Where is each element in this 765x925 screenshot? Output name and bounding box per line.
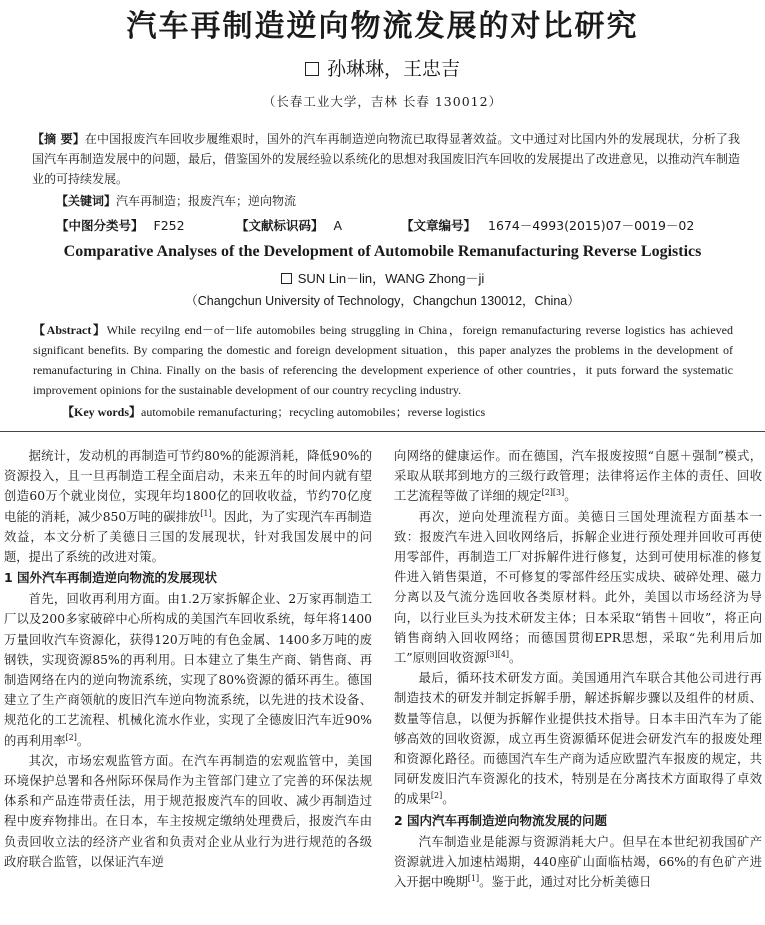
paper-title-en: Comparative Analyses of the Development of Automobile Remanufacturing Reverse Logistics bbox=[63, 243, 702, 260]
abstract-en-text: While recyilng end－of－life automobiles being struggling in China，foreign remanufacturing reverse logistics has achieved significant benefits. By comparing the domestic and foreign development situation，this paper analyzes the problems in the development of remanufacturing in China. Finally on the basis of referencing the development experience of other countries，it puts forward the systematic improvement opinions for the sustainable development of our country recycling industry. bbox=[33, 323, 733, 397]
keywords-cn-label: 【关键词】 bbox=[56, 194, 117, 208]
body-text: 汽车制造业是能源与资源消耗大户。但早在本世纪初我国矿产资源就进入加速枯竭期，440座矿山面临枯竭，66%的有色矿产进入开据中晚期 bbox=[394, 834, 762, 890]
keywords-en bbox=[62, 403, 485, 420]
body-paragraph bbox=[4, 446, 372, 567]
body-text: 最后，循环技术研发方面。美国通用汽车联合其他公司进行再制造技术的研发并制定拆解手册，解述拆解步骤以及组件的材质、数量等信息，以便为拆解作业提供技术指导。日本丰田汽车为了能够高效的回收资源，成立再生资源循环促进会研发汽车的报废处理和资源化路径。而德国汽车生产商为适应欧盟汽车报废的规定，共同研发废旧汽车资源化的技术，特别是在分离技术方面取得了卓效的成果 bbox=[394, 671, 762, 807]
body-paragraph bbox=[394, 446, 762, 507]
authors-cn-text: 孙琳琳，王忠吉 bbox=[326, 58, 460, 80]
article-number bbox=[401, 216, 694, 234]
citation: [3][4] bbox=[486, 649, 510, 659]
citation: [2] bbox=[430, 791, 443, 801]
body-text: 。 bbox=[564, 489, 577, 504]
citation: [1] bbox=[467, 873, 480, 883]
body-paragraph bbox=[394, 668, 762, 809]
body-text: 。因此，为了实现汽车再制造效益，本文分析了美德日三国的发展现状，针对我国发展中的问题，提出了系统的改进对策。 bbox=[4, 509, 372, 565]
author-mark-icon bbox=[281, 273, 292, 284]
body-paragraph bbox=[394, 832, 762, 893]
body-column-left bbox=[4, 446, 372, 921]
paper-title-cn: 汽车再制造逆向物流发展的对比研究 bbox=[126, 9, 639, 44]
doc-label: 【文献标识码】 bbox=[236, 218, 324, 233]
body-text: 。 bbox=[509, 651, 522, 666]
citation: [2][3] bbox=[541, 488, 565, 498]
abstract-cn bbox=[32, 129, 740, 189]
citation: [2] bbox=[65, 732, 77, 742]
body-paragraph bbox=[394, 507, 762, 669]
body-text: 。 bbox=[76, 733, 90, 748]
doc-code bbox=[236, 216, 342, 234]
body-paragraph: 其次，市场宏观监管方面。在汽车再制造的宏观监管中，美国环境保护总署和各州际环保局作为主管部门建立了完善的环保法规体系和产品连带责任法，用于规范报废汽车的回收、减少再制造过程中废弃物排出。在日本，车主按规定缴纳处理费后，报废汽车由负责回收立法的经济产业省和负责对企业从业行为进行规范的各级政府联合监管，以保证汽车逆 bbox=[4, 753, 372, 869]
section-divider bbox=[0, 431, 765, 432]
body-text: 向网络的健康运作。而在德国，汽车报废按照“自愿＋强制”模式，采取从联邦到地方的三级行政管理；法律将运作主体的责任、回收工艺流程等做了详细的规定 bbox=[394, 449, 762, 504]
keywords-en-text: automobile remanufacturing；recycling automobiles；reverse logistics bbox=[141, 405, 486, 419]
abstract-en bbox=[33, 320, 733, 400]
clc-label: 【中图分类号】 bbox=[56, 218, 144, 233]
keywords-cn bbox=[56, 192, 296, 209]
article-label: 【文章编号】 bbox=[401, 218, 477, 233]
authors-cn bbox=[0, 56, 765, 82]
body-column-right bbox=[394, 446, 762, 921]
citation: [1] bbox=[200, 508, 212, 518]
section-heading-2: 2 国内汽车再制造逆向物流发展的问题 bbox=[394, 812, 608, 828]
section-heading-1: 1 国外汽车再制造逆向物流的发展现状 bbox=[4, 570, 218, 586]
affiliation-cn: （长春工业大学，吉林 长春 130012） bbox=[262, 94, 503, 109]
abstract-cn-label: 【摘 要】 bbox=[32, 132, 85, 146]
abstract-en-label: 【Abstract】 bbox=[33, 323, 107, 337]
article-value: 1674－4993(2015)07－0019－02 bbox=[488, 218, 695, 233]
body-text: 首先，回收再利用方面。由1.2万家拆解企业、2万家再制造工厂以及200多家破碎中心所构成的美国汽车回收系统，每年将1400万量回收汽车资源化，获得120万吨的有色金属、1400多万吨的废钢铁，实现资源85%的再利用。日本建立了集生产商、销售商、再制造网络在内的逆向物流系统，实现了80%资源的循环再生。德国建立了生产商领航的废旧汽车逆向物流系统，以先进的技术设备、规范化的工艺流程、机械化流水作业，实现了全德废旧汽车近90%的再利用率 bbox=[4, 592, 372, 748]
affiliation-en: （Changchun University of Technology，Changchun 130012，China） bbox=[185, 294, 580, 308]
body-text: 再次，逆向处理流程方面。美德日三国处理流程方面基本一致：报废汽车进入回收网络后，拆解企业进行预处理并回收可再使用零部件，再制造工厂对拆解件进行修复，达到可使用标准的修复件进入销售渠道，不可修复的零部件经压实成块、破碎处理、磁力分离以及气流分选回收各类原材料。此外，美国以市场经济为导向，以行业巨头为技术研发主体；日本采取“销售＋回收”，将正向销售商纳入回收网络；而德国贯彻EPR思想，采取“先利用后加工”原则回收资源 bbox=[394, 509, 762, 666]
body-text: 。 bbox=[442, 792, 455, 807]
body-text: 。鉴于此，通过对比分析美德日 bbox=[479, 875, 652, 890]
body-text: 据统计，发动机的再制造可节约80%的能源消耗，降低90%的资源投入，且一旦再制造工程全面启动，未来五年的时间内就有望创造60万个就业岗位，实现年均1800亿的回收收益，节约70亿度电能的消耗，减少850万吨的碳排放 bbox=[4, 449, 372, 524]
clc-value: F252 bbox=[153, 218, 185, 233]
keywords-cn-text: 汽车再制造；报废汽车；逆向物流 bbox=[116, 194, 297, 208]
clc-number bbox=[56, 216, 185, 234]
doc-value: A bbox=[333, 218, 343, 233]
authors-en bbox=[0, 268, 765, 287]
abstract-cn-text: 在中国报废汽车回收步履维艰时，国外的汽车再制造逆向物流已取得显著效益。文中通过对比国内外的发展现状，分析了我国汽车再制造发展中的问题，最后，借鉴国外的发展经验以系统化的思想对我国废旧汽车回收的发展提出了改进意见，以推动汽车制造业的可持续发展。 bbox=[32, 132, 741, 186]
author-mark-icon bbox=[305, 62, 319, 76]
body-paragraph bbox=[4, 589, 372, 751]
authors-en-text: SUN Lin－lin，WANG Zhong－ji bbox=[297, 271, 485, 286]
keywords-en-label: 【Key words】 bbox=[62, 405, 141, 419]
